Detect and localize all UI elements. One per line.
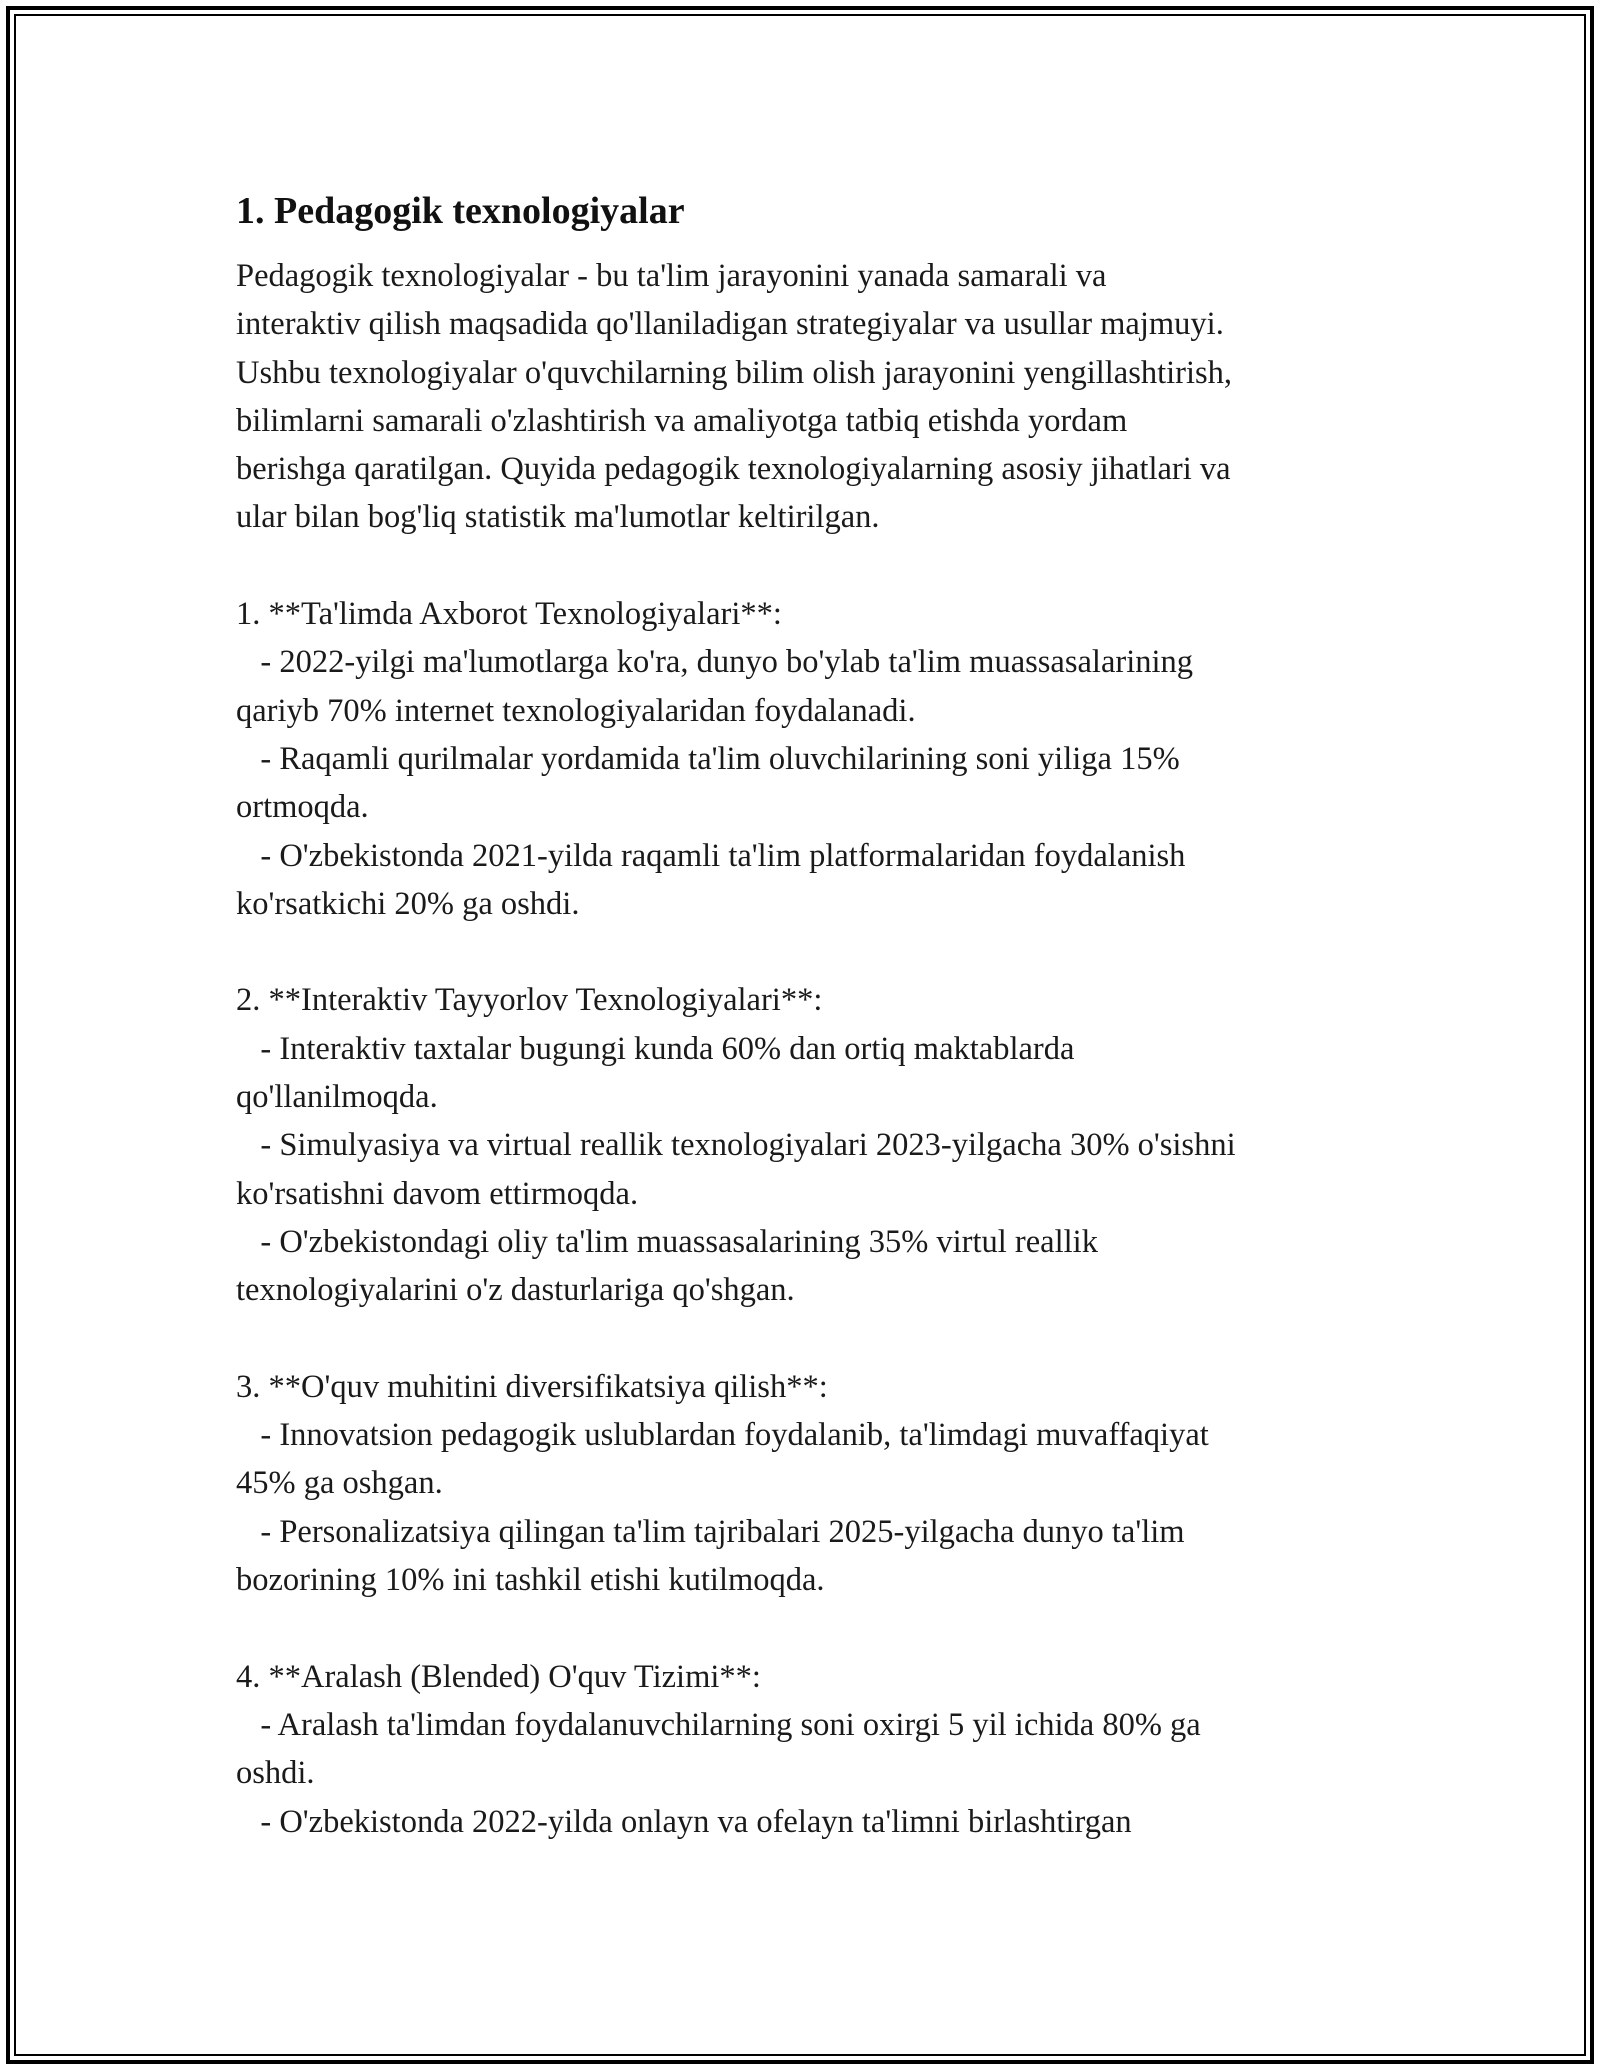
intro-line: berishga qaratilgan. Quyida pedagogik texnologiyalarning asosiy jihatlari va (236, 451, 1231, 488)
section-line: ko'rsatishni davom ettirmoqda. (236, 1175, 639, 1212)
section-line: - O'zbekistondagi oliy ta'lim muassasalarining 35% virtul reallik (236, 1223, 1098, 1260)
section-line: - Innovatsion pedagogik uslublardan foydalanib, ta'limdagi muvaffaqiyat (236, 1417, 1209, 1454)
section-heading: 3. **O'quv muhitini diversifikatsiya qilish**: (236, 1368, 828, 1405)
section-line: - Simulyasiya va virtual reallik texnologiyalari 2023-yilgacha 30% o'sishni (236, 1127, 1236, 1164)
section-line: texnologiyalarini o'z dasturlariga qo'shgan. (236, 1272, 795, 1309)
section-line: bozorining 10% ini tashkil etishi kutilmoqda. (236, 1562, 825, 1599)
intro-line: Ushbu texnologiyalar o'quvchilarning bilim olish jarayonini yengillashtirish, (236, 354, 1233, 391)
document-title: 1. Pedagogik texnologiyalar (236, 190, 685, 232)
spacer (236, 1315, 1376, 1363)
section-line: ortmoqda. (236, 789, 369, 826)
section-4 (236, 1653, 1376, 1846)
section-line: - O'zbekistonda 2021-yilda raqamli ta'lim platformalaridan foydalanish (236, 837, 1186, 874)
intro-line: ular bilan bog'liq statistik ma'lumotlar keltirilgan. (236, 499, 880, 536)
section-heading: 2. **Interaktiv Tayyorlov Texnologiyalari**: (236, 982, 823, 1019)
intro-paragraph (236, 252, 1376, 542)
section-line: - Raqamli qurilmalar yordamida ta'lim oluvchilarining soni yiliga 15% (236, 740, 1180, 777)
section-heading: 4. **Aralash (Blended) O'quv Tizimi**: (236, 1658, 761, 1695)
section-1 (236, 590, 1376, 928)
section-line: qo'llanilmoqda. (236, 1079, 438, 1116)
intro-line: interaktiv qilish maqsadida qo'llaniladigan strategiyalar va usullar majmuyi. (236, 306, 1224, 343)
section-line: - Personalizatsiya qilingan ta'lim tajribalari 2025-yilgacha dunyo ta'lim (236, 1513, 1185, 1550)
section-heading: 1. **Ta'limda Axborot Texnologiyalari**: (236, 596, 782, 633)
section-line: ko'rsatkichi 20% ga oshdi. (236, 885, 580, 922)
section-line: - 2022-yilgi ma'lumotlarga ko'ra, dunyo bo'ylab ta'lim muassasalarining (236, 644, 1194, 681)
spacer (236, 928, 1376, 976)
spacer (236, 1604, 1376, 1652)
spacer (236, 542, 1376, 590)
section-line: 45% ga oshgan. (236, 1465, 443, 1502)
section-line: - Aralash ta'limdan foydalanuvchilarning soni oxirgi 5 yil ichida 80% ga (236, 1706, 1201, 1743)
intro-line: bilimlarni samarali o'zlashtirish va amaliyotga tatbiq etishda yordam (236, 402, 1128, 439)
section-line: qariyb 70% internet texnologiyalaridan foydalanadi. (236, 692, 916, 729)
section-line: - Interaktiv taxtalar bugungi kunda 60% dan ortiq maktablarda (236, 1030, 1075, 1067)
section-line: oshdi. (236, 1755, 315, 1792)
section-3 (236, 1363, 1376, 1604)
document-page (236, 186, 1376, 1846)
section-line: - O'zbekistonda 2022-yilda onlayn va ofelayn ta'limni birlashtirgan (236, 1803, 1132, 1840)
intro-line: Pedagogik texnologiyalar - bu ta'lim jarayonini yanada samarali va (236, 258, 1107, 294)
section-2 (236, 976, 1376, 1314)
